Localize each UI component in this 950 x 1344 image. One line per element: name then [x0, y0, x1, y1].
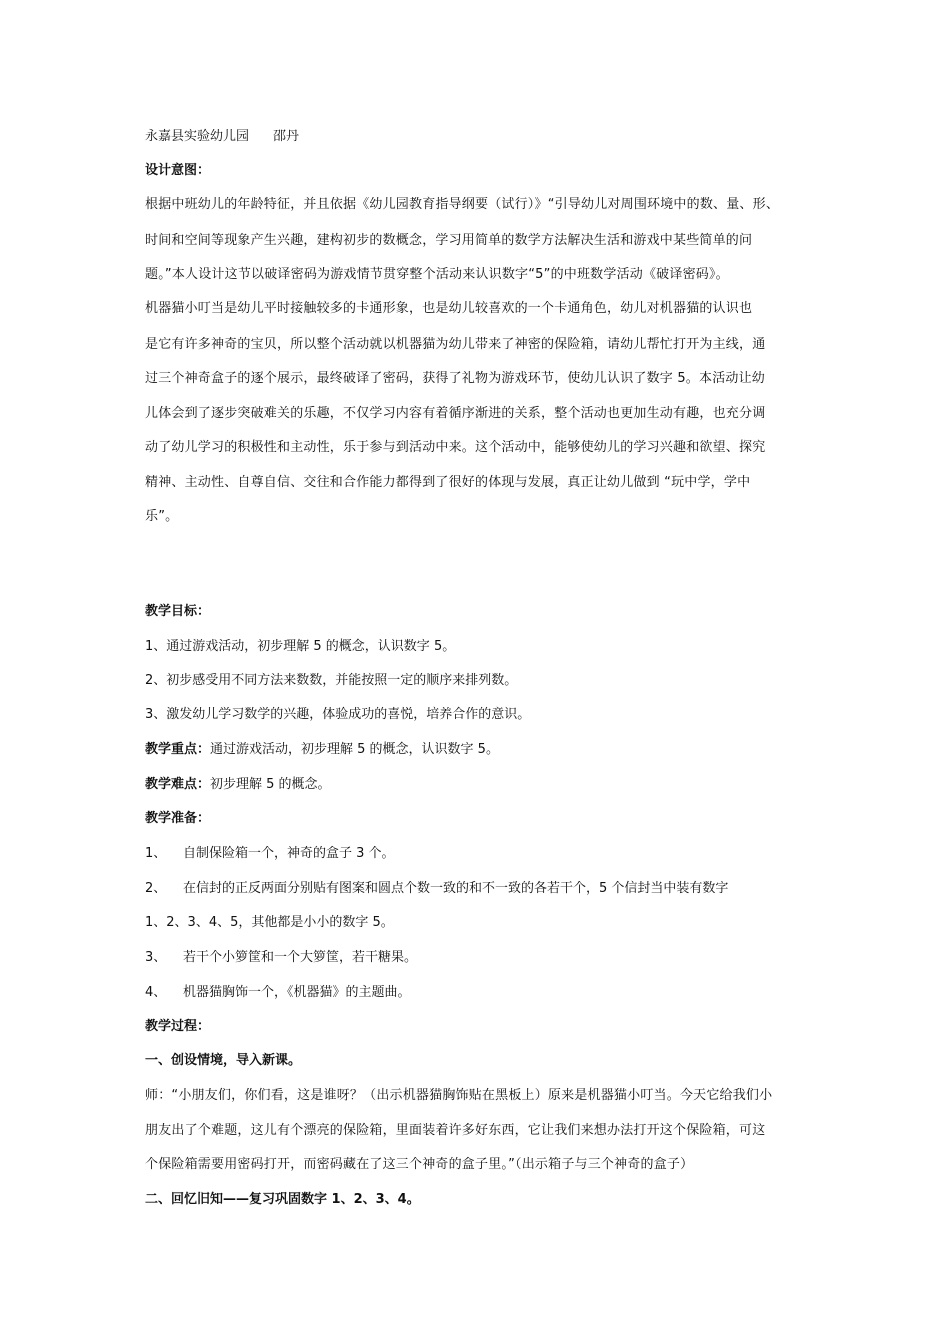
preparation-item [145, 949, 810, 967]
preparation-text: 机器猫胸饰一个，《机器猫》的主题曲。 [183, 985, 411, 1000]
design-intent-line: 题。”本人设计这节以破译密码为游戏情节贯穿整个活动来认识数字“5”的中班数学活动《破译密码》。 [145, 267, 729, 282]
goal-item: 3、激发幼儿学习数学的兴趣，体验成功的喜悦，培养合作的意识。 [145, 707, 531, 722]
school-name: 永嘉县实验幼儿园 [145, 129, 250, 144]
preparation-number: 3、 [145, 950, 167, 965]
process-step-1-line: 朋友出了个难题，这儿有个漂亮的保险箱，里面装着许多好东西，它让我们来想办法打开这个保险箱，可这 [145, 1123, 766, 1138]
goals-heading: 教学目标： [145, 604, 211, 619]
author-line [145, 128, 810, 146]
process-step-2-title: 二、回忆旧知——复习巩固数字 1、2、3、4。 [145, 1192, 420, 1207]
difficulty-text: 初步理解 5 的概念。 [210, 777, 331, 792]
preparation-number: 4、 [145, 985, 167, 1000]
preparation-text: 若干个小箩筐和一个大箩筐，若干糖果。 [183, 950, 418, 965]
preparation-number: 2、 [145, 881, 167, 896]
process-step-1-title: 一、创设情境，导入新课。 [145, 1053, 302, 1068]
process-step-1-line: 个保险箱需要用密码打开，而密码藏在了这三个神奇的盒子里。”（出示箱子与三个神奇的盒子） [145, 1157, 694, 1172]
preparation-item [145, 984, 810, 1002]
goal-item: 2、初步感受用不同方法来数数，并能按照一定的顺序来排列数。 [145, 673, 518, 688]
preparation-text: 自制保险箱一个，神奇的盒子 3 个。 [183, 846, 395, 861]
preparation-heading: 教学准备： [145, 811, 211, 826]
preparation-number: 1、 [145, 846, 167, 861]
difficulty-label: 教学难点： [145, 777, 211, 792]
preparation-text: 在信封的正反两面分别贴有图案和圆点个数一致的和不一致的各若干个，5 个信封当中装有数字 [183, 881, 729, 896]
design-intent-line: 乐”。 [145, 509, 179, 524]
preparation-item [145, 880, 810, 898]
design-intent-line: 动了幼儿学习的积极性和主动性，乐于参与到活动中来。这个活动中，能够使幼儿的学习兴趣和欲望、探究 [145, 440, 766, 455]
key-point-text: 通过游戏活动，初步理解 5 的概念，认识数字 5。 [210, 742, 499, 757]
preparation-item [145, 845, 810, 863]
difficulty [145, 776, 810, 794]
preparation-item-continuation [145, 914, 810, 932]
author-name: 邵丹 [273, 129, 300, 144]
key-point-label: 教学重点： [145, 742, 211, 757]
preparation-text: 1、2、3、4、5，其他都是小小的数字 5。 [145, 915, 394, 930]
design-intent-line: 精神、主动性、自尊自信、交往和合作能力都得到了很好的体现与发展，真正让幼儿做到 “玩中学，学中 [145, 475, 751, 490]
design-intent-line: 儿体会到了逐步突破难关的乐趣，不仅学习内容有着循序渐进的关系，整个活动也更加生动有趣，也充分调 [145, 406, 766, 421]
goal-item: 1、通过游戏活动，初步理解 5 的概念，认识数字 5。 [145, 639, 456, 654]
design-intent-line: 根据中班幼儿的年龄特征，并且依据《幼儿园教育指导纲要（试行）》“引导幼儿对周围环境中的数、量、形、 [145, 197, 780, 212]
process-step-1-line: 师：“小朋友们，你们看，这是谁呀？（出示机器猫胸饰贴在黑板上）原来是机器猫小叮当。今天它给我们小 [145, 1088, 773, 1103]
process-heading: 教学过程： [145, 1019, 211, 1034]
design-intent-line: 过三个神奇盒子的逐个展示，最终破译了密码，获得了礼物为游戏环节，使幼儿认识了数字 5。本活动让幼 [145, 371, 766, 386]
key-point [145, 741, 810, 759]
design-intent-heading: 设计意图： [145, 163, 211, 178]
design-intent-line: 是它有许多神奇的宝贝，所以整个活动就以机器猫为幼儿带来了神密的保险箱，请幼儿帮忙打开为主线，通 [145, 337, 766, 352]
design-intent-line: 时间和空间等现象产生兴趣，建构初步的数概念，学习用简单的数学方法解决生活和游戏中某些简单的问 [145, 233, 753, 248]
design-intent-line: 机器猫小叮当是幼儿平时接触较多的卡通形象，也是幼儿较喜欢的一个卡通角色，幼儿对机器猫的认识也 [145, 301, 753, 316]
